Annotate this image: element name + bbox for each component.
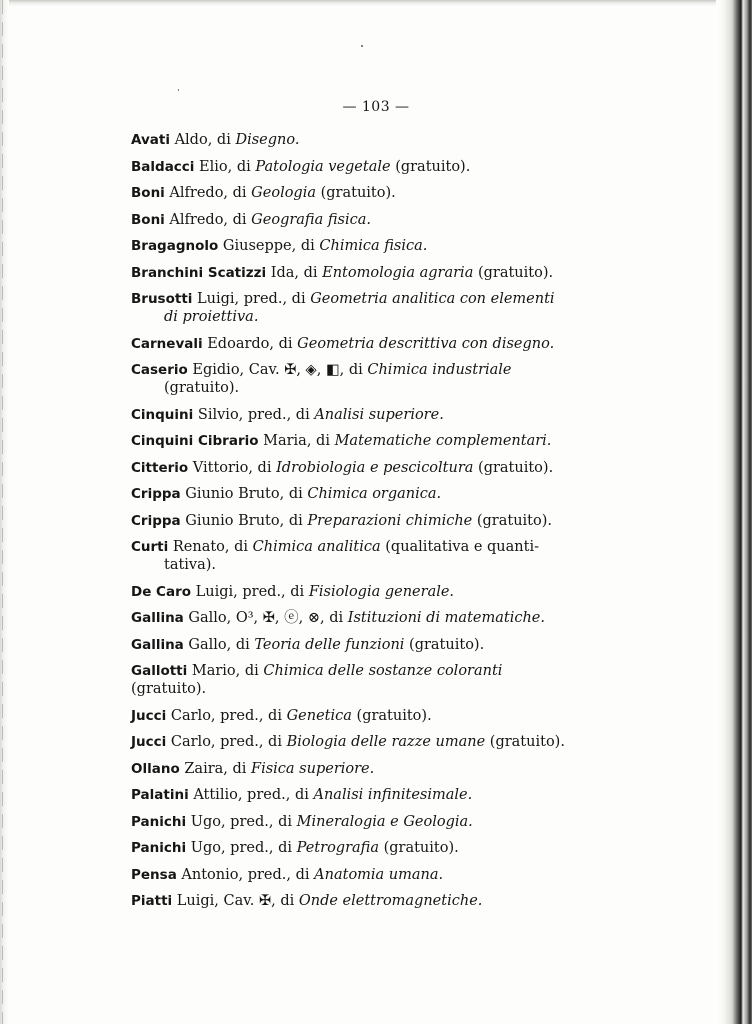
entry-note: (gratuito). — [478, 459, 554, 476]
entry-name: Antonio, pred., di — [181, 866, 310, 883]
entry-name: Silvio, pred., di — [197, 406, 310, 423]
entry-surname: Gallotti — [131, 663, 188, 679]
entry-subject: Patologia vegetale — [255, 158, 391, 175]
entry-surname: Gallina — [131, 610, 184, 626]
entry-name: Vittorio, di — [192, 459, 272, 476]
entry-surname: Jucci — [131, 707, 167, 724]
list-item — [131, 636, 571, 654]
entry-continuation: (gratuito). — [164, 380, 240, 396]
entry-note: (gratuito). — [489, 734, 565, 750]
list-item — [131, 866, 571, 884]
entry-surname: Branchini Scatizzi — [131, 264, 267, 281]
list-item — [131, 211, 571, 229]
list-item — [131, 839, 571, 857]
entry-subject: Geografia fisica. — [251, 211, 371, 228]
entry-subject: Teoria delle funzioni — [254, 636, 405, 653]
entry-name: Carlo, pred., di — [170, 734, 282, 750]
entry-subject: Fisica superiore. — [251, 760, 375, 777]
entry-surname: Crippa — [131, 512, 181, 529]
entry-surname: Cinquini Cibrario — [131, 433, 259, 449]
book-spine-edge — [716, 0, 752, 1024]
entry-name: Edoardo, di — [207, 335, 293, 352]
list-item — [131, 406, 571, 424]
entry-name: Giunio Bruto, di — [185, 486, 303, 502]
entry-subject: Analisi superiore. — [314, 406, 444, 423]
list-item — [131, 131, 571, 149]
entry-note: (gratuito). — [356, 707, 432, 724]
entry-name: Giunio Bruto, di — [185, 512, 303, 529]
entry-subject: Idrobiologia e pescicoltura — [276, 459, 474, 476]
entry-name: Carlo, pred., di — [170, 707, 282, 724]
entry-subject: Geometria analitica con elementi — [310, 291, 555, 307]
entry-surname: Avati — [131, 132, 170, 148]
entry-surname: Crippa — [131, 486, 181, 502]
entry-subject: Chimica organica. — [307, 486, 442, 502]
scan-speck — [178, 89, 179, 91]
entry-name: Luigi, pred., di — [197, 291, 306, 307]
entry-name: Alfredo, di — [169, 185, 247, 201]
list-item — [131, 760, 571, 778]
entry-subject: Chimica delle sostanze coloranti — [263, 663, 503, 679]
entry-subject: Matematiche complementari. — [334, 433, 552, 449]
entry-note: (gratuito). — [477, 264, 554, 281]
entry-note: (gratuito). — [131, 681, 207, 697]
entry-subject: Analisi infinitesimale. — [313, 787, 473, 803]
page-top-edge — [0, 0, 752, 7]
entry-subject: Geologia — [251, 185, 316, 201]
entry-surname: Bragagnolo — [131, 238, 219, 254]
entry-surname: Baldacci — [131, 158, 195, 175]
entry-subject: Onde elettromagnetiche. — [298, 893, 483, 909]
entry-subject: Entomologia agraria — [322, 264, 474, 281]
entry-name: Renato, di — [172, 539, 249, 555]
entry-surname: Boni — [131, 185, 165, 201]
scan-speck — [361, 45, 363, 47]
entry-subject: Anatomia umana. — [314, 866, 444, 883]
entry-subject: Disegno. — [235, 132, 300, 148]
entry-surname: Piatti — [131, 893, 173, 909]
entry-note: (gratuito). — [476, 512, 553, 529]
entry-subject: Biologia delle razze umane — [286, 734, 486, 750]
entry-surname: Boni — [131, 211, 165, 228]
list-item — [131, 583, 571, 601]
entry-note: (gratuito). — [395, 158, 471, 175]
entry-name: Elio, di — [199, 158, 251, 175]
list-item — [131, 786, 571, 804]
entry-surname: Panichi — [131, 840, 187, 856]
entry-surname: De Caro — [131, 583, 192, 600]
entry-surname: Curti — [131, 539, 169, 555]
list-item — [131, 184, 571, 202]
list-item — [131, 485, 571, 503]
entry-subject: Geometria descrittiva con disegno. — [297, 335, 555, 352]
list-item — [131, 707, 571, 725]
page-number: — 103 — — [342, 99, 410, 115]
entry-surname: Citterio — [131, 459, 189, 476]
entry-surname: Pensa — [131, 866, 177, 883]
entry-subject: Chimica fisica. — [319, 238, 428, 254]
entry-name: Gallo, di — [188, 636, 250, 653]
entry-surname: Palatini — [131, 787, 189, 803]
list-item — [131, 361, 571, 397]
list-item — [131, 892, 571, 910]
entry-note: (gratuito). — [383, 840, 459, 856]
entry-subject: Petrografia — [296, 840, 379, 856]
list-item — [131, 512, 571, 530]
entry-name: Attilio, pred., di — [193, 787, 309, 803]
list-item — [131, 264, 571, 282]
entry-name: Aldo, di — [174, 132, 231, 148]
list-item — [131, 335, 571, 353]
list-item — [131, 538, 571, 574]
list-item — [131, 459, 571, 477]
list-item — [131, 813, 571, 831]
entry-surname: Jucci — [131, 734, 167, 750]
entry-name: Ugo, pred., di — [190, 813, 293, 830]
entry-surname: Brusotti — [131, 291, 193, 307]
entry-name: Ugo, pred., di — [190, 840, 293, 856]
entry-subject: Istituzioni di matematiche. — [347, 610, 545, 626]
entry-name: Ida, di — [270, 264, 318, 281]
entry-surname: Panichi — [131, 813, 187, 830]
course-assignment-list — [131, 131, 571, 919]
entry-surname: Carnevali — [131, 335, 203, 352]
entry-name: Alfredo, di — [169, 211, 247, 228]
entry-note: (gratuito). — [320, 185, 396, 201]
entry-subject: Chimica industriale — [367, 362, 512, 378]
entry-subject: Mineralogia e Geologia. — [296, 813, 473, 830]
entry-name: Luigi, Cav. ✠, di — [176, 893, 295, 909]
entry-note: (gratuito). — [409, 636, 485, 653]
entry-continuation: tativa). — [164, 557, 217, 573]
list-item — [131, 662, 571, 698]
entry-name: Gallo, O³, ✠, ⓔ, ⊗, di — [188, 610, 344, 626]
entry-name: Luigi, pred., di — [195, 583, 305, 600]
entry-surname: Cinquini — [131, 406, 194, 423]
list-item — [131, 290, 571, 326]
entry-subject: Fisiologia generale. — [308, 583, 455, 600]
entry-name: Zaira, di — [184, 760, 247, 777]
entry-note: (qualitativa e quanti- — [385, 539, 539, 555]
list-item — [131, 609, 571, 627]
entry-name: Maria, di — [263, 433, 330, 449]
entry-surname: Ollano — [131, 760, 180, 777]
list-item — [131, 432, 571, 450]
entry-name: Mario, di — [191, 663, 259, 679]
list-item — [131, 158, 571, 176]
list-item — [131, 237, 571, 255]
entry-surname: Caserio — [131, 362, 188, 378]
entry-surname: Gallina — [131, 636, 184, 653]
page-left-edge — [0, 0, 9, 1024]
list-item — [131, 733, 571, 751]
entry-subject: Chimica analitica — [252, 539, 381, 555]
entry-continuation: di proiettiva. — [164, 309, 259, 325]
entry-name: Giuseppe, di — [222, 238, 315, 254]
entry-name: Egidio, Cav. ✠, ◈, ◧, di — [192, 362, 363, 378]
entry-subject: Preparazioni chimiche — [307, 512, 473, 529]
entry-subject: Genetica — [286, 707, 352, 724]
